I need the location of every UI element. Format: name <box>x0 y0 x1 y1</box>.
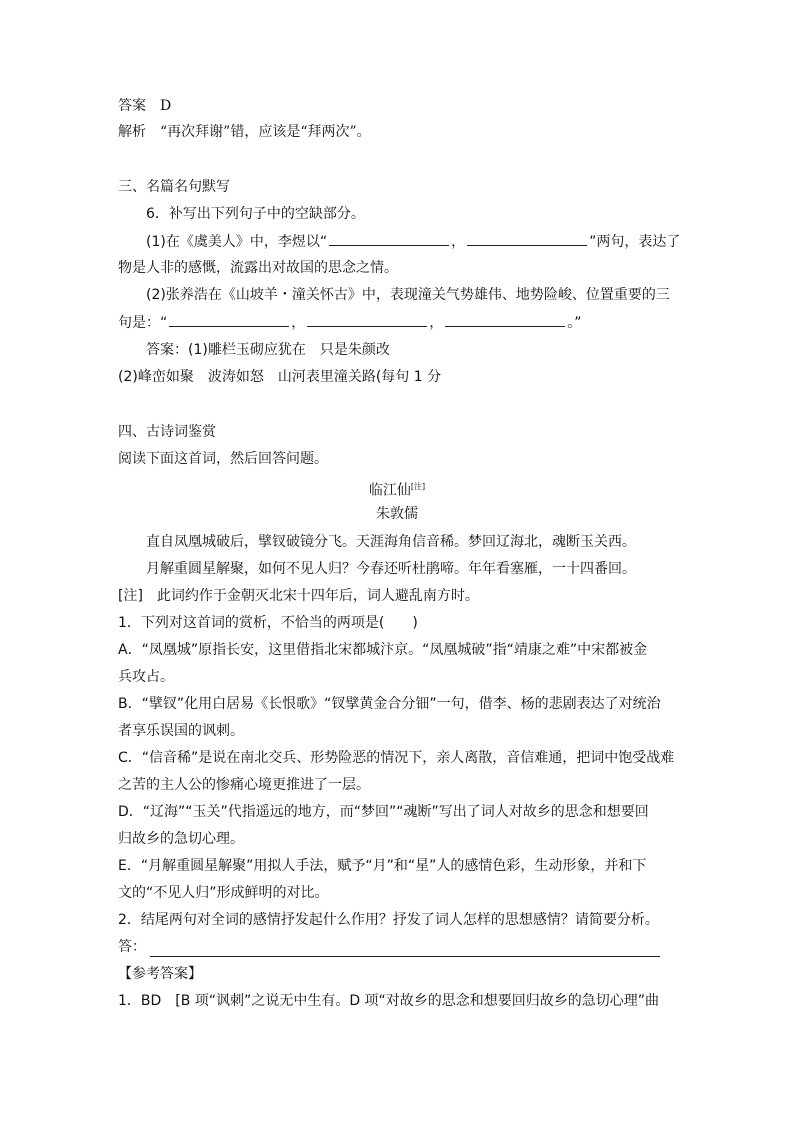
q6-item2: (2)张养浩在《山坡羊・潼关怀古》中，表现潼关气势雄伟、地势险峻、位置重要的三 <box>146 287 670 303</box>
analysis-text: 解析 “再次拜谢”错，应该是“拜两次”。 <box>118 124 371 140</box>
separator: ， <box>291 315 306 331</box>
answer-prompt: 答： <box>118 939 146 955</box>
option-e-line2: 文的“不见人归”形成鲜明的对比。 <box>118 885 329 901</box>
fill-blank[interactable] <box>445 312 565 327</box>
poem-line-1: 直自凤凰城破后，擘钗破镜分飞。天涯海角信音稀。梦回辽海北，魂断玉关西。 <box>146 534 636 550</box>
reference-heading: 【参考答案】 <box>118 966 202 982</box>
q6-item1-text: (1)在《虞美人》中，李煜以“ <box>146 234 328 250</box>
fill-blank[interactable] <box>467 231 587 246</box>
option-b-line1: B．“擘钗”化用白居易《长恨歌》“钗擘黄金合分钿”一句，借李、杨的悲剧表达了对统治 <box>118 696 661 712</box>
poem-line-2: 月解重圆星解聚，如何不见人归？今春还听杜鹃啼。年年看塞雁，一十四番回。 <box>146 561 636 577</box>
option-a-line2: 兵攻占。 <box>118 669 174 685</box>
q6-item2-end: 。” <box>567 315 582 331</box>
q6-answer-1: 答案：(1)雕栏玉砌应犹在 只是朱颜改 <box>146 342 390 358</box>
option-d-line1: D．“辽海”“玉关”代指遥远的地方，而“梦回”“魂断”写出了词人对故乡的思念和想要回 <box>118 804 649 820</box>
question-2: 2．结尾两句对全词的感情抒发起什么作用？抒发了词人怎样的思想感情？请简要分析。 <box>118 912 659 928</box>
reference-answer-1: 1．BD [B 项“讽刺”之说无中生有。D 项“对故乡的思念和想要回归故乡的急切心理”曲 <box>118 993 660 1009</box>
option-e-line1: E．“月解重圆星解聚”用拟人手法，赋予“月”和“星”人的感情色彩，生动形象，并和下 <box>118 858 647 874</box>
fill-blank[interactable] <box>307 312 427 327</box>
answer-label: 答案 D <box>118 98 172 114</box>
q6-item1 <box>146 231 680 252</box>
poem-author: 朱敦儒 <box>376 506 418 522</box>
q6-item1-tail: ”两句，表达了 <box>589 234 681 250</box>
poem-note-mark: [注] <box>410 482 426 491</box>
q6-item1-cont: 物是人非的感慨，流露出对故国的思念之情。 <box>118 260 398 276</box>
section4-heading: 四、古诗词鉴赏 <box>118 424 216 440</box>
separator: ， <box>429 315 444 331</box>
question-6: 6．补写出下列句子中的空缺部分。 <box>146 206 365 222</box>
section4-intro: 阅读下面这首词，然后回答问题。 <box>118 451 328 467</box>
option-c-line1: C．“信音稀”是说在南北交兵、形势险恶的情况下，亲人离散，音信难通，把词中饱受战难 <box>118 750 675 766</box>
q6-answer-2: (2)峰峦如聚 波涛如怒 山河表里潼关路(每句 1 分 <box>118 369 442 385</box>
option-c-line2: 之苦的主人公的惨痛心境更推进了一层。 <box>118 777 370 793</box>
question-1: 1．下列对这首词的赏析，不恰当的两项是( ) <box>118 615 418 631</box>
q6-item2-lead: 句是：“ <box>118 315 168 331</box>
q6-item2-cont <box>118 312 582 333</box>
fill-blank[interactable] <box>329 231 449 246</box>
poem-footnote: [注] 此词约作于金朝灭北宋十四年后，词人避乱南方时。 <box>118 588 479 604</box>
section3-heading: 三、名篇名句默写 <box>118 179 230 195</box>
poem-title <box>0 477 794 501</box>
separator: ， <box>451 234 466 250</box>
poem-title-text: 临江仙 <box>368 482 411 499</box>
answer-underline[interactable] <box>150 956 660 957</box>
option-d-line2: 归故乡的急切心理。 <box>118 831 244 847</box>
option-b-line2: 者享乐误国的讽刺。 <box>118 723 244 739</box>
fill-blank[interactable] <box>169 312 289 327</box>
option-a-line1: A．“凤凰城”原指长安，这里借指北宋都城汴京。“凤凰城破”指“靖康之难”中宋都被金 <box>118 642 648 658</box>
